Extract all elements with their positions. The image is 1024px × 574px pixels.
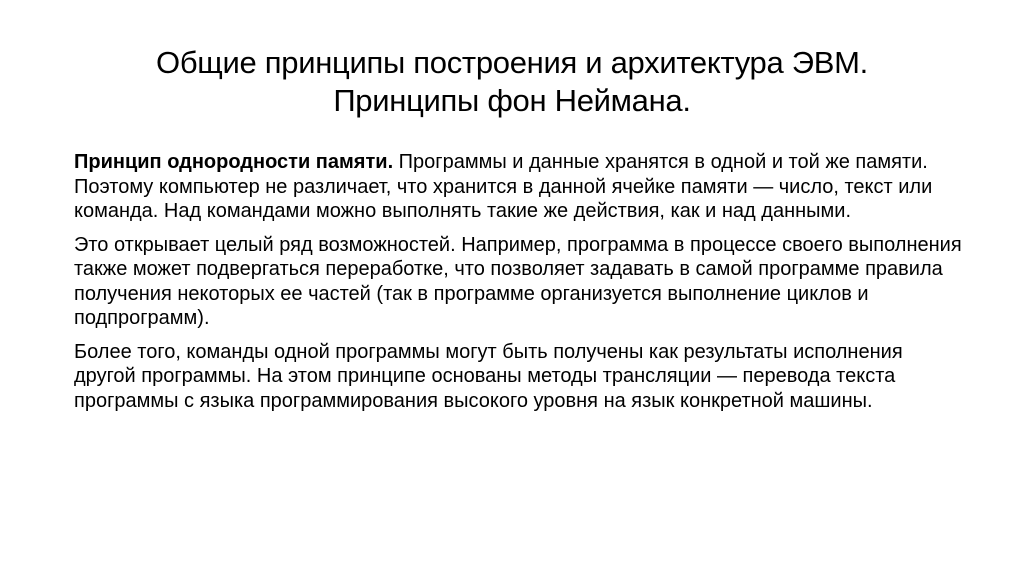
paragraph-text: Программы и данные хранятся в одной и той же памяти. Поэтому компьютер не различает, что хранится в данной ячейке памяти — число, текст или команда. Над командами можно выполнять такие же действия, как и над данными. xyxy=(74,151,933,222)
paragraph-translation xyxy=(74,340,964,414)
paragraph-text: Более того, команды одной программы могут быть получены как результаты исполнения другой программы. На этом принципе основаны методы трансляции — перевода текста программы с языка программирования высокого уровня на язык конкретной машины. xyxy=(74,340,903,412)
paragraph-text: Это открывает целый ряд возможностей. Например, программа в процессе своего выполнения также может подвергаться переработке, что позволяет задавать в самой программе правила получения некоторых ее частей (так в программе организуется выполнение циклов и подпрограмм). xyxy=(74,233,962,329)
title-line-1: Общие принципы построения и архитектура ЭВМ. xyxy=(156,45,868,80)
slide-body xyxy=(74,150,964,422)
slide-title xyxy=(60,44,964,120)
paragraph-memory-uniformity xyxy=(74,150,964,224)
paragraph-lead: Принцип однородности памяти. xyxy=(74,151,394,173)
paragraph-possibilities xyxy=(74,233,964,331)
title-line-2: Принципы фон Неймана. xyxy=(333,83,691,118)
